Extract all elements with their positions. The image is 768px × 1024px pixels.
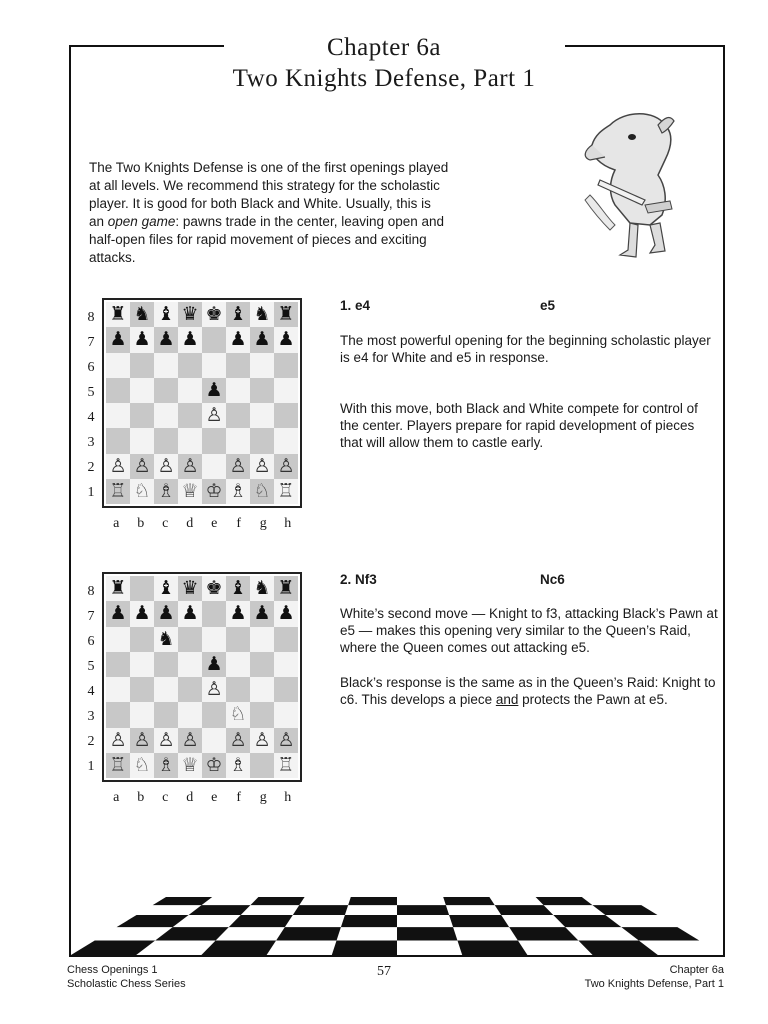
black-pawn-icon: ♟ xyxy=(133,328,151,351)
black-pawn-icon: ♟ xyxy=(133,602,151,625)
board-square xyxy=(130,454,154,479)
file-label: c xyxy=(162,516,169,531)
black-pawn-icon: ♟ xyxy=(253,602,271,625)
move-2-paragraph-1: White’s second move — Knight to f3, attacking Black’s Pawn at e5 — makes this opening very similar to the Queen’s Raid, where the Queen comes out attacking e5. xyxy=(340,606,718,655)
intro-paragraph xyxy=(89,159,449,267)
board-square xyxy=(178,652,202,677)
board-square xyxy=(154,576,178,601)
black-pawn-icon: ♟ xyxy=(109,602,127,625)
rank-label: 3 xyxy=(87,435,95,450)
board-square xyxy=(202,378,226,403)
white-king-icon: ♔ xyxy=(205,753,223,776)
board-square xyxy=(154,702,178,727)
move-2-text-a: Black’s response is the same as in the Queen’s Raid: Knight to c6. This develops a piece xyxy=(340,675,716,707)
board-square xyxy=(178,302,202,327)
board-square xyxy=(202,327,226,352)
board-square xyxy=(130,403,154,428)
move-2-paragraph-2 xyxy=(340,674,720,708)
white-pawn-icon: ♙ xyxy=(109,728,127,751)
board-square xyxy=(154,479,178,504)
board-grid xyxy=(106,576,298,778)
file-label: d xyxy=(186,790,194,805)
file-label: e xyxy=(211,516,218,531)
white-pawn-icon: ♙ xyxy=(229,728,247,751)
board-square xyxy=(178,403,202,428)
board-square xyxy=(250,428,274,453)
rank-label: 6 xyxy=(87,634,95,649)
black-bishop-icon: ♝ xyxy=(229,303,247,326)
board-square xyxy=(130,601,154,626)
floor-tile xyxy=(229,915,293,927)
board-square xyxy=(226,652,250,677)
board-square xyxy=(178,728,202,753)
board-square xyxy=(274,677,298,702)
white-bishop-icon: ♗ xyxy=(229,753,247,776)
file-label: f xyxy=(236,516,242,531)
black-pawn-icon: ♟ xyxy=(229,602,247,625)
board-square xyxy=(250,302,274,327)
move-2-white: 2. Nf3 xyxy=(340,572,377,587)
board-square xyxy=(226,601,250,626)
white-knight-icon: ♘ xyxy=(253,479,271,502)
board-square xyxy=(130,378,154,403)
board-square xyxy=(106,677,130,702)
white-queen-icon: ♕ xyxy=(181,753,199,776)
knight-mascot-illustration xyxy=(570,105,700,270)
board-square xyxy=(178,753,202,778)
floor-tile xyxy=(578,941,657,956)
board-square xyxy=(106,403,130,428)
board-square xyxy=(274,327,298,352)
rank-label: 6 xyxy=(87,360,95,375)
black-knight-icon: ♞ xyxy=(253,577,271,600)
white-rook-icon: ♖ xyxy=(109,479,127,502)
page-number: 57 xyxy=(377,964,391,979)
white-pawn-icon: ♙ xyxy=(253,454,271,477)
board-square xyxy=(154,728,178,753)
black-rook-icon: ♜ xyxy=(109,577,127,600)
board-square xyxy=(226,454,250,479)
black-pawn-icon: ♟ xyxy=(277,602,295,625)
file-label: a xyxy=(113,516,120,531)
footer-series: Scholastic Chess Series xyxy=(67,978,186,990)
black-queen-icon: ♛ xyxy=(181,303,199,326)
board-square xyxy=(130,479,154,504)
board-square xyxy=(130,652,154,677)
floor-tile xyxy=(397,927,457,940)
board-square xyxy=(226,728,250,753)
move-2-text-b: protects the Pawn at e5. xyxy=(518,692,668,707)
board-square xyxy=(178,677,202,702)
white-knight-icon: ♘ xyxy=(133,479,151,502)
board-square xyxy=(106,327,130,352)
board-square xyxy=(202,454,226,479)
board-square xyxy=(202,479,226,504)
board-square xyxy=(274,403,298,428)
board-square xyxy=(202,353,226,378)
black-bishop-icon: ♝ xyxy=(157,303,175,326)
black-king-icon: ♚ xyxy=(205,577,223,600)
board-square xyxy=(178,378,202,403)
board-square xyxy=(178,601,202,626)
floor-tile xyxy=(397,905,449,915)
rank-label: 5 xyxy=(87,385,95,400)
board-square xyxy=(106,353,130,378)
chapter-title: Two Knights Defense, Part 1 xyxy=(232,65,536,92)
board-square xyxy=(274,479,298,504)
white-pawn-icon: ♙ xyxy=(181,454,199,477)
board-square xyxy=(250,454,274,479)
white-pawn-icon: ♙ xyxy=(109,454,127,477)
board-square xyxy=(178,353,202,378)
board-square xyxy=(274,702,298,727)
board-square xyxy=(130,327,154,352)
rank-label: 8 xyxy=(87,584,95,599)
board-square xyxy=(130,728,154,753)
board-square xyxy=(226,479,250,504)
board-square xyxy=(274,454,298,479)
board-square xyxy=(250,479,274,504)
floor-tile xyxy=(153,897,213,905)
board-square xyxy=(274,576,298,601)
white-pawn-icon: ♙ xyxy=(277,728,295,751)
board-square xyxy=(106,702,130,727)
board-square xyxy=(154,753,178,778)
board-square xyxy=(250,403,274,428)
footer-chapter: Chapter 6a xyxy=(669,964,724,976)
white-pawn-icon: ♙ xyxy=(277,454,295,477)
file-label: h xyxy=(284,790,292,805)
board-square xyxy=(130,702,154,727)
board-square xyxy=(226,753,250,778)
checkered-floor-illustration xyxy=(71,897,723,955)
board-square xyxy=(202,627,226,652)
black-queen-icon: ♛ xyxy=(181,577,199,600)
board-square xyxy=(226,302,250,327)
floor-tile xyxy=(457,941,527,956)
rank-label: 8 xyxy=(87,310,95,325)
black-pawn-icon: ♟ xyxy=(277,328,295,351)
board-square xyxy=(154,454,178,479)
board-square xyxy=(130,576,154,601)
board-square xyxy=(202,677,226,702)
board-square xyxy=(274,302,298,327)
white-bishop-icon: ♗ xyxy=(157,753,175,776)
board-square xyxy=(106,753,130,778)
floor-tile xyxy=(189,905,251,915)
board-square xyxy=(274,428,298,453)
black-rook-icon: ♜ xyxy=(109,303,127,326)
white-bishop-icon: ♗ xyxy=(157,479,175,502)
floor-tile xyxy=(201,941,276,956)
floor-tile xyxy=(449,915,509,927)
board-square xyxy=(154,677,178,702)
floor-tile xyxy=(293,905,348,915)
chess-board xyxy=(102,572,302,782)
board-grid xyxy=(106,302,298,504)
board-square xyxy=(130,677,154,702)
file-label: b xyxy=(137,516,145,531)
rank-label: 2 xyxy=(87,734,95,749)
rank-label: 2 xyxy=(87,460,95,475)
board-square xyxy=(274,753,298,778)
black-pawn-icon: ♟ xyxy=(109,328,127,351)
file-label: b xyxy=(137,790,145,805)
move-1-black: e5 xyxy=(540,298,556,313)
board-square xyxy=(202,652,226,677)
board-square xyxy=(226,428,250,453)
white-pawn-icon: ♙ xyxy=(205,678,223,701)
board-square xyxy=(178,576,202,601)
frame-left xyxy=(69,45,71,957)
file-label: d xyxy=(186,516,194,531)
file-label: e xyxy=(211,790,218,805)
black-pawn-icon: ♟ xyxy=(181,602,199,625)
board-square xyxy=(154,302,178,327)
board-square xyxy=(226,378,250,403)
black-bishop-icon: ♝ xyxy=(229,577,247,600)
board-square xyxy=(274,601,298,626)
board-square xyxy=(226,327,250,352)
board-square xyxy=(178,479,202,504)
floor-tile xyxy=(536,897,593,905)
board-square xyxy=(154,353,178,378)
white-knight-icon: ♘ xyxy=(229,703,247,726)
black-pawn-icon: ♟ xyxy=(157,602,175,625)
board-square xyxy=(250,601,274,626)
board-square xyxy=(130,627,154,652)
frame-right xyxy=(723,45,725,957)
board-square xyxy=(106,728,130,753)
move-2-black: Nc6 xyxy=(540,572,565,587)
rank-label: 4 xyxy=(87,410,95,425)
board-square xyxy=(250,576,274,601)
floor-tile xyxy=(553,915,621,927)
board-square xyxy=(106,601,130,626)
white-rook-icon: ♖ xyxy=(277,753,295,776)
black-pawn-icon: ♟ xyxy=(181,328,199,351)
board-square xyxy=(226,353,250,378)
white-rook-icon: ♖ xyxy=(109,753,127,776)
board-square xyxy=(130,753,154,778)
white-pawn-icon: ♙ xyxy=(253,728,271,751)
board-square xyxy=(106,652,130,677)
move-2-underlined: and xyxy=(495,692,519,707)
white-king-icon: ♔ xyxy=(205,479,223,502)
file-labels xyxy=(104,790,300,806)
white-pawn-icon: ♙ xyxy=(181,728,199,751)
board-square xyxy=(202,403,226,428)
board-square xyxy=(130,353,154,378)
board-square xyxy=(274,728,298,753)
footer-chapter-title: Two Knights Defense, Part 1 xyxy=(584,978,724,990)
board-square xyxy=(250,327,274,352)
board-square xyxy=(202,702,226,727)
black-bishop-icon: ♝ xyxy=(157,577,175,600)
file-labels xyxy=(104,516,300,532)
board-square xyxy=(202,601,226,626)
file-label: f xyxy=(236,790,242,805)
white-pawn-icon: ♙ xyxy=(205,404,223,427)
board-square xyxy=(178,702,202,727)
chapter-number: Chapter 6a xyxy=(327,34,441,61)
board-square xyxy=(202,728,226,753)
board-square xyxy=(274,627,298,652)
rank-label: 1 xyxy=(87,759,95,774)
intro-text-1: The Two Knights Defense is one of the first openings played at all levels. We recommend this strategy for the scholastic player. It is good for both Black and White. Usually, this is an xyxy=(89,160,449,229)
white-pawn-icon: ♙ xyxy=(133,454,151,477)
board-square xyxy=(130,302,154,327)
board-square xyxy=(178,327,202,352)
rank-label: 3 xyxy=(87,709,95,724)
floor-tile xyxy=(341,915,397,927)
board-square xyxy=(250,627,274,652)
file-label: c xyxy=(162,790,169,805)
board-square xyxy=(106,627,130,652)
board-square xyxy=(274,652,298,677)
board-square xyxy=(178,428,202,453)
board-square xyxy=(250,753,274,778)
board-square xyxy=(226,677,250,702)
board-square xyxy=(106,302,130,327)
board-square xyxy=(226,403,250,428)
board-square xyxy=(106,378,130,403)
black-pawn-icon: ♟ xyxy=(253,328,271,351)
board-square xyxy=(154,327,178,352)
white-pawn-icon: ♙ xyxy=(229,454,247,477)
chess-board xyxy=(102,298,302,508)
board-square xyxy=(154,652,178,677)
board-square xyxy=(250,652,274,677)
file-label: g xyxy=(259,790,267,805)
floor-tile xyxy=(509,927,578,940)
board-square xyxy=(202,302,226,327)
white-queen-icon: ♕ xyxy=(181,479,199,502)
footer-right xyxy=(585,963,724,991)
rank-label: 7 xyxy=(87,335,95,350)
black-knight-icon: ♞ xyxy=(253,303,271,326)
board-square xyxy=(250,353,274,378)
chess-diagram-2 xyxy=(84,572,314,812)
rank-label: 7 xyxy=(87,609,95,624)
board-square xyxy=(202,428,226,453)
floor-tile xyxy=(495,905,554,915)
move-1-paragraph-2: With this move, both Black and White compete for control of the center. Players prepare for rapid development of pieces that will allow them to castle early. xyxy=(340,401,698,450)
frame-bottom xyxy=(69,955,725,957)
rank-label: 4 xyxy=(87,684,95,699)
black-knight-icon: ♞ xyxy=(157,627,175,650)
board-square xyxy=(154,601,178,626)
board-square xyxy=(130,428,154,453)
white-pawn-icon: ♙ xyxy=(157,728,175,751)
floor-tile xyxy=(117,915,189,927)
board-square xyxy=(226,627,250,652)
white-pawn-icon: ♙ xyxy=(133,728,151,751)
board-square xyxy=(250,728,274,753)
board-square xyxy=(154,627,178,652)
black-pawn-icon: ♟ xyxy=(205,378,223,401)
board-square xyxy=(106,576,130,601)
black-rook-icon: ♜ xyxy=(277,303,295,326)
black-rook-icon: ♜ xyxy=(277,577,295,600)
floor-tile xyxy=(443,897,495,905)
floor-tile xyxy=(250,897,304,905)
board-square xyxy=(226,576,250,601)
board-square xyxy=(274,378,298,403)
floor-tile xyxy=(348,897,397,905)
board-square xyxy=(178,454,202,479)
board-square xyxy=(106,454,130,479)
board-square xyxy=(250,677,274,702)
board-square xyxy=(202,576,226,601)
white-bishop-icon: ♗ xyxy=(229,479,247,502)
intro-emphasis: open game xyxy=(107,214,176,229)
board-square xyxy=(106,479,130,504)
board-square xyxy=(106,428,130,453)
board-square xyxy=(274,353,298,378)
file-label: h xyxy=(284,516,292,531)
move-1-white: 1. e4 xyxy=(340,298,371,313)
board-square xyxy=(178,627,202,652)
black-knight-icon: ♞ xyxy=(133,303,151,326)
board-square xyxy=(226,702,250,727)
black-pawn-icon: ♟ xyxy=(229,328,247,351)
board-square xyxy=(154,378,178,403)
intro-text-2: : pawns trade in the center, leaving open and half-open files for rapid movement of pieces and exciting attacks. xyxy=(89,214,445,265)
floor-tile xyxy=(592,905,657,915)
move-1-paragraph-1: The most powerful opening for the beginning scholastic player is e4 for White and e5 in response. xyxy=(340,333,711,365)
black-king-icon: ♚ xyxy=(205,303,223,326)
rank-label: 5 xyxy=(87,659,95,674)
white-knight-icon: ♘ xyxy=(133,753,151,776)
board-square xyxy=(250,702,274,727)
board-square xyxy=(154,428,178,453)
board-square xyxy=(250,378,274,403)
black-pawn-icon: ♟ xyxy=(157,328,175,351)
chess-diagram-1 xyxy=(84,298,314,538)
white-pawn-icon: ♙ xyxy=(157,454,175,477)
file-label: g xyxy=(259,516,267,531)
footer-book-title: Chess Openings 1 xyxy=(67,964,158,976)
white-rook-icon: ♖ xyxy=(277,479,295,502)
black-pawn-icon: ♟ xyxy=(205,652,223,675)
rank-label: 1 xyxy=(87,485,95,500)
floor-tile xyxy=(621,927,699,940)
floor-tile xyxy=(332,941,397,956)
board-square xyxy=(154,403,178,428)
board-square xyxy=(202,753,226,778)
floor-tile xyxy=(276,927,341,940)
file-label: a xyxy=(113,790,120,805)
floor-tile xyxy=(155,927,229,940)
floor-tile xyxy=(71,941,155,956)
